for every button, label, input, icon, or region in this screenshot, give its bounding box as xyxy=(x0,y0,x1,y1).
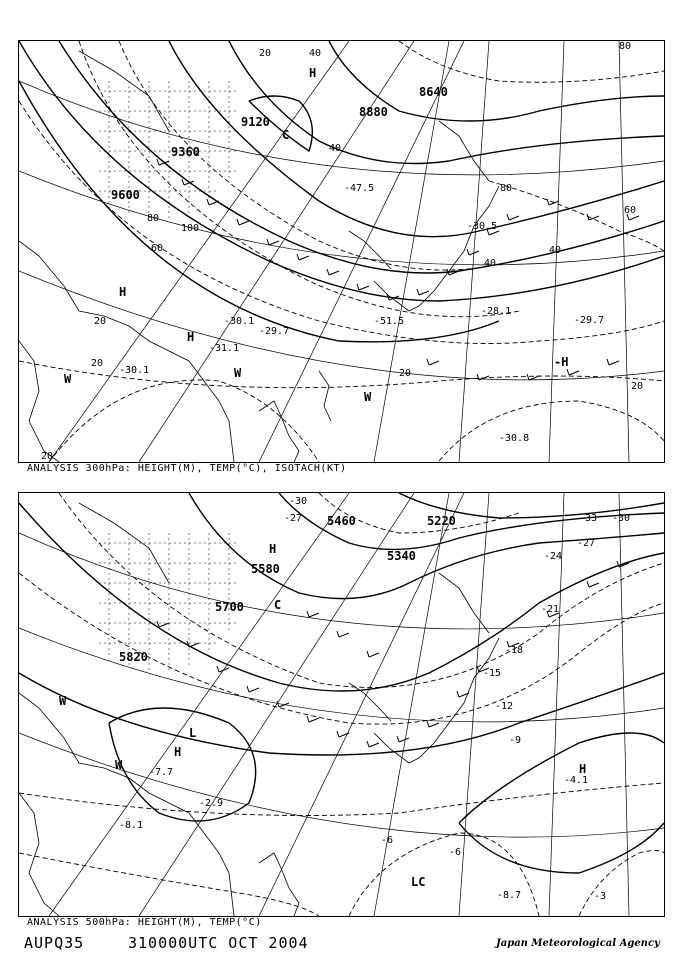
temp-label: -15 xyxy=(483,668,502,679)
wind-barb xyxy=(269,241,279,245)
wind-barb-feather xyxy=(237,219,239,225)
wind-barb-feather xyxy=(337,631,339,637)
temp-label: -27 xyxy=(284,513,303,524)
temp-label: -30.1 xyxy=(224,316,255,327)
temp-label: -29.7 xyxy=(574,315,605,326)
height-label-5580: 5580 xyxy=(251,562,280,576)
wind-barb-feather xyxy=(307,716,309,722)
temp-label: -21 xyxy=(541,604,560,615)
caption-300hpa: ANALYSIS 300hPa: HEIGHT(M), TEMP(°C), ISOTACH(KT) xyxy=(27,463,347,474)
wind-barb-feather xyxy=(427,721,429,727)
system-marker-high: H xyxy=(174,745,182,759)
isotach-label: 20 xyxy=(94,316,107,327)
temp-label: -6 xyxy=(449,847,462,858)
wind-barb xyxy=(219,668,229,672)
temp-label: -8.7 xyxy=(497,890,522,901)
wind-barb xyxy=(159,623,169,627)
wind-barb-feather xyxy=(267,239,269,245)
system-marker-low: L xyxy=(189,726,197,740)
system-marker-high: H xyxy=(187,330,195,344)
wind-barb-feather xyxy=(217,666,219,672)
wind-barb-feather xyxy=(417,289,419,295)
isotach-label: 60 xyxy=(624,205,637,216)
system-marker-warm: W xyxy=(115,758,123,772)
wind-barb-feather xyxy=(547,199,549,205)
wind-barb-feather xyxy=(187,641,189,647)
wind-barb xyxy=(369,653,379,657)
wind-barb-feather xyxy=(567,369,569,375)
temp-label: -29.7 xyxy=(259,326,290,337)
height-label-5820: 5820 xyxy=(119,650,148,664)
graticule-300hpa xyxy=(19,41,664,462)
system-marker-high: H xyxy=(269,542,277,556)
system-marker-high: H xyxy=(119,285,127,299)
isotach-label: 40 xyxy=(309,48,322,59)
temp-label: -8.1 xyxy=(119,820,144,831)
wind-barb xyxy=(589,583,599,587)
height-label-8880: 8880 xyxy=(359,105,388,119)
system-marker-high: H xyxy=(579,762,587,776)
temp-label: -30 xyxy=(289,496,308,507)
wind-barb-feather xyxy=(157,159,159,165)
wind-barb xyxy=(339,633,349,637)
system-marker-high: H xyxy=(309,66,317,80)
isotach-label: 80 xyxy=(619,41,632,52)
graticule-500hpa xyxy=(19,493,664,916)
wind-barb-feather xyxy=(327,269,329,275)
wind-barb xyxy=(209,201,219,205)
temp-label: -28.1 xyxy=(481,306,512,317)
isotherms-500hpa xyxy=(19,493,664,916)
temp-label: -27 xyxy=(577,538,596,549)
isotach-label: 40 xyxy=(549,245,562,256)
height-label-9600: 9600 xyxy=(111,188,140,202)
temp-label: -31.1 xyxy=(209,343,240,354)
height-label-9360: 9360 xyxy=(171,145,200,159)
caption-500hpa: ANALYSIS 500hPa: HEIGHT(M), TEMP(°C) xyxy=(27,917,262,928)
system-marker-high: -H xyxy=(554,355,569,369)
wind-barb-feather xyxy=(182,179,184,185)
system-marker-cold: C xyxy=(282,128,290,142)
temperature-labels-500hpa xyxy=(119,496,630,902)
wind-barb-feather xyxy=(357,284,359,290)
temp-label: -30.5 xyxy=(467,221,498,232)
wind-barb xyxy=(609,361,619,365)
wind-barb xyxy=(399,738,409,742)
isotach-label: 20 xyxy=(259,48,272,59)
wind-barb-feather xyxy=(427,359,429,365)
system-marker-warm: W xyxy=(364,390,372,404)
temp-label: -4.1 xyxy=(564,775,589,786)
isotach-label: 20 xyxy=(41,451,54,462)
isotachs-300hpa xyxy=(19,41,664,462)
isotach-label: 100 xyxy=(181,223,200,234)
temp-label: -2.9 xyxy=(199,798,224,809)
wind-barb xyxy=(569,371,579,375)
wind-barb xyxy=(299,256,309,260)
wind-barb xyxy=(369,743,379,747)
valid-time: 310000UTC OCT 2004 xyxy=(128,934,309,952)
wind-barb-feather xyxy=(297,254,299,260)
wind-barb xyxy=(429,361,439,365)
temp-label: -24 xyxy=(544,551,563,562)
wind-barb-feather xyxy=(587,581,589,587)
temp-label: -9 xyxy=(509,735,522,746)
temp-label: -6 xyxy=(381,835,394,846)
height-label-9120: 9120 xyxy=(241,115,270,129)
system-marker-cold: C xyxy=(274,598,282,612)
agency-credit: Japan Meteorological Agency xyxy=(496,938,660,949)
wind-barb-feather xyxy=(527,374,529,380)
chart-300hpa-map xyxy=(19,41,664,462)
wind-barb-feather xyxy=(467,249,469,255)
isotach-label: 20 xyxy=(399,368,412,379)
system-marker-warm: W xyxy=(64,372,72,386)
wind-barb xyxy=(509,216,519,220)
chart-300hpa-panel xyxy=(18,40,665,463)
height-contours-500hpa xyxy=(19,493,664,873)
temp-label: -12 xyxy=(495,701,514,712)
wind-barb xyxy=(189,643,199,647)
wind-barb-feather xyxy=(247,686,249,692)
wind-barb xyxy=(629,216,639,220)
temp-label: -30 xyxy=(612,513,631,524)
chart-500hpa-panel xyxy=(18,492,665,917)
wind-barb-feather xyxy=(367,651,369,657)
height-labels-500hpa xyxy=(119,514,456,664)
wind-barb-feather xyxy=(607,359,609,365)
chart-500hpa-map xyxy=(19,493,664,916)
temp-label: -3 xyxy=(594,891,607,902)
system-marker-warm: W xyxy=(234,366,242,380)
wind-barb xyxy=(239,221,249,225)
wind-barb-feather xyxy=(337,731,339,737)
height-label-5700: 5700 xyxy=(215,600,244,614)
isotach-label: 40 xyxy=(484,258,497,269)
pressure-systems-300hpa xyxy=(64,66,568,404)
product-code: AUPQ35 xyxy=(24,934,85,952)
isotach-label: 60 xyxy=(151,243,164,254)
isotach-labels-300hpa xyxy=(41,41,643,462)
height-label-5220: 5220 xyxy=(427,514,456,528)
wind-barb xyxy=(419,291,429,295)
isotach-label: 20 xyxy=(631,381,644,392)
isotach-label: 40 xyxy=(329,143,342,154)
height-label-5460: 5460 xyxy=(327,514,356,528)
system-marker-warm: W xyxy=(59,694,67,708)
wind-barb xyxy=(329,271,339,275)
wind-barb-feather xyxy=(397,736,399,742)
isotach-label: 20 xyxy=(91,358,104,369)
height-labels-300hpa xyxy=(111,85,448,202)
temp-label: -30.8 xyxy=(499,433,530,444)
wind-barb-feather xyxy=(507,214,509,220)
wind-barb xyxy=(429,723,439,727)
temp-label: -51.5 xyxy=(374,316,405,327)
temp-label: -18 xyxy=(505,645,524,656)
temp-label: -33 xyxy=(579,513,598,524)
wind-barb-feather xyxy=(367,741,369,747)
isotach-label: 80 xyxy=(500,183,513,194)
wind-barb-feather xyxy=(307,611,309,617)
wind-barb xyxy=(249,688,259,692)
wind-barb xyxy=(339,733,349,737)
height-label-5340: 5340 xyxy=(387,549,416,563)
wind-barb xyxy=(309,718,319,722)
wind-barb xyxy=(309,613,319,617)
wind-barb xyxy=(359,286,369,290)
system-marker-low-cold: LC xyxy=(411,875,426,889)
isotach-label: 80 xyxy=(147,213,160,224)
temp-label: -47.5 xyxy=(344,183,375,194)
wind-barb-feather xyxy=(207,199,209,205)
wind-barb-feather xyxy=(457,691,459,697)
height-label-8640: 8640 xyxy=(419,85,448,99)
temp-label: -7.7 xyxy=(149,767,174,778)
temp-label: -30.1 xyxy=(119,365,150,376)
